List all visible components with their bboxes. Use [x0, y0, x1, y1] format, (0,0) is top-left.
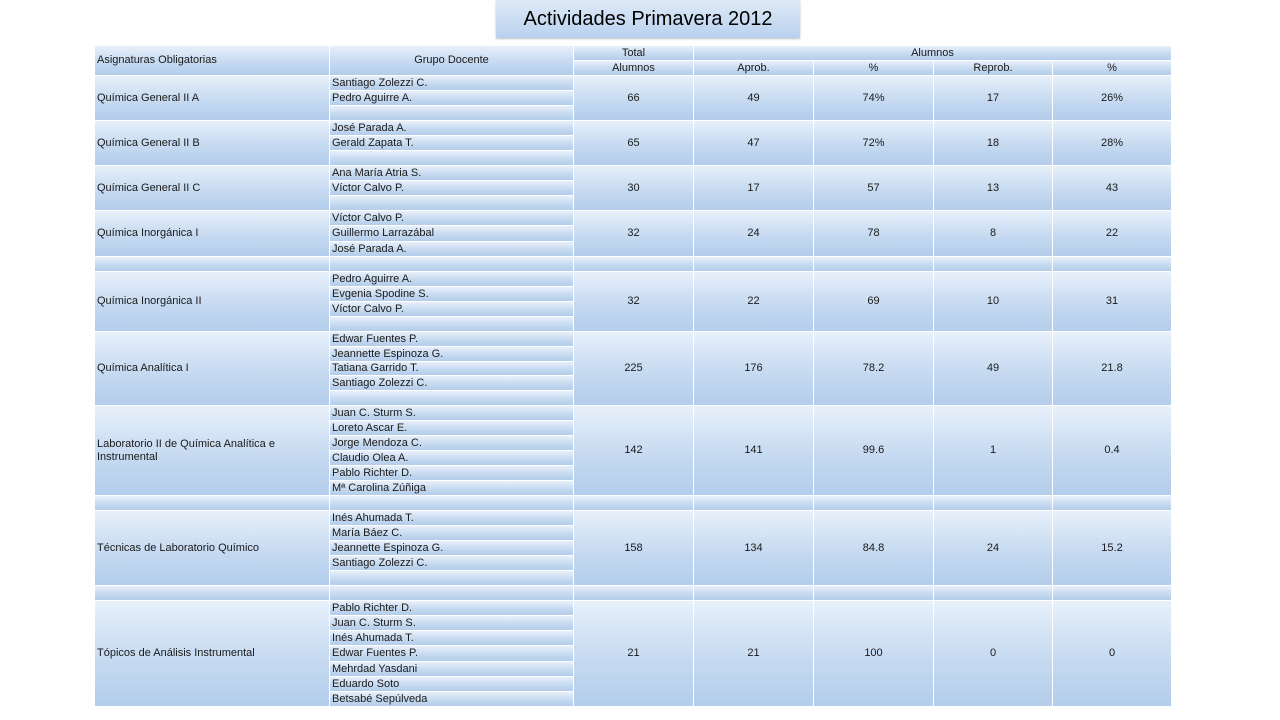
total-alumnos: 21 — [574, 601, 693, 706]
course-name: Laboratorio II de Química Analítica e Instrumental — [95, 406, 329, 495]
teacher-name: Pablo Richter D. — [330, 466, 573, 480]
teacher-name: Edwar Fuentes P. — [330, 646, 573, 661]
teacher-name: Pedro Aguirre A. — [330, 91, 573, 105]
teacher-name: José Parada A. — [330, 121, 573, 135]
spacer-row — [1053, 257, 1171, 271]
total-alumnos: 225 — [574, 332, 693, 405]
teacher-name: Santiago Zolezzi C. — [330, 556, 573, 570]
teacher-name: Inés Ahumada T. — [330, 511, 573, 525]
pct-aprobados: 78.2 — [814, 332, 933, 405]
spacer-row — [574, 496, 693, 510]
reprobados: 17 — [934, 76, 1052, 120]
teacher-name — [330, 317, 573, 331]
header-alumnos: Alumnos — [574, 61, 693, 75]
pct-aprobados: 100 — [814, 601, 933, 706]
spacer-row — [934, 586, 1052, 600]
course-name: Química General II C — [95, 166, 329, 210]
pct-aprobados: 69 — [814, 272, 933, 331]
pct-reprobados: 0.4 — [1053, 406, 1171, 495]
pct-reprobados: 26% — [1053, 76, 1171, 120]
course-name: Tópicos de Análisis Instrumental — [95, 601, 329, 706]
spacer-row — [330, 586, 573, 600]
reprobados: 8 — [934, 211, 1052, 256]
spacer-row — [814, 586, 933, 600]
aprobados: 49 — [694, 76, 813, 120]
pct-aprobados: 78 — [814, 211, 933, 256]
teacher-name: Juan C. Sturm S. — [330, 406, 573, 420]
results-table — [95, 46, 1172, 706]
total-alumnos: 66 — [574, 76, 693, 120]
teacher-name: Loreto Ascar E. — [330, 421, 573, 435]
teacher-name: Tatiana Garrido T. — [330, 362, 573, 375]
header-reprob: Reprob. — [934, 61, 1052, 75]
spacer-row — [330, 257, 573, 271]
spacer-row — [934, 496, 1052, 510]
header-alumnos-group: Alumnos — [694, 46, 1171, 60]
spacer-row — [934, 257, 1052, 271]
teacher-name: Jeannette Espinoza G. — [330, 541, 573, 555]
teacher-name: Víctor Calvo P. — [330, 211, 573, 225]
teacher-name — [330, 151, 573, 165]
total-alumnos: 142 — [574, 406, 693, 495]
spacer-row — [694, 496, 813, 510]
aprobados: 176 — [694, 332, 813, 405]
teacher-name: Guillermo Larrazábal — [330, 226, 573, 241]
slide-title: Actividades Primavera 2012 — [496, 0, 800, 38]
aprobados: 22 — [694, 272, 813, 331]
pct-reprobados: 31 — [1053, 272, 1171, 331]
pct-reprobados: 15.2 — [1053, 511, 1171, 585]
teacher-name: José Parada A. — [330, 242, 573, 256]
teacher-name — [330, 571, 573, 585]
course-name: Química Analítica I — [95, 332, 329, 405]
reprobados: 18 — [934, 121, 1052, 165]
spacer-row — [574, 586, 693, 600]
spacer-row — [95, 586, 329, 600]
reprobados: 49 — [934, 332, 1052, 405]
header-asignaturas: Asignaturas Obligatorias — [95, 46, 329, 75]
teacher-name: Juan C. Sturm S. — [330, 616, 573, 630]
spacer-row — [814, 257, 933, 271]
course-name: Química General II A — [95, 76, 329, 120]
teacher-name — [330, 106, 573, 120]
teacher-name: Jeannette Espinoza G. — [330, 347, 573, 361]
teacher-name — [330, 391, 573, 405]
spacer-row — [694, 257, 813, 271]
course-name: Química Inorgánica II — [95, 272, 329, 331]
pct-aprobados: 57 — [814, 166, 933, 210]
spacer-row — [814, 496, 933, 510]
aprobados: 134 — [694, 511, 813, 585]
course-name: Química Inorgánica I — [95, 211, 329, 256]
reprobados: 10 — [934, 272, 1052, 331]
teacher-name: Inés Ahumada T. — [330, 631, 573, 645]
teacher-name: Gerald Zapata T. — [330, 136, 573, 150]
teacher-name: Santiago Zolezzi C. — [330, 376, 573, 390]
teacher-name: Claudio Olea A. — [330, 451, 573, 465]
teacher-name: Mehrdad Yasdani — [330, 662, 573, 676]
teacher-name — [330, 196, 573, 210]
pct-reprobados: 28% — [1053, 121, 1171, 165]
pct-aprobados: 72% — [814, 121, 933, 165]
total-alumnos: 30 — [574, 166, 693, 210]
pct-reprobados: 0 — [1053, 601, 1171, 706]
header-total: Total — [574, 46, 693, 60]
spacer-row — [1053, 586, 1171, 600]
aprobados: 24 — [694, 211, 813, 256]
spacer-row — [574, 257, 693, 271]
teacher-name: Mª Carolina Zúñiga — [330, 481, 573, 495]
header-pct-aprob: % — [814, 61, 933, 75]
pct-aprobados: 74% — [814, 76, 933, 120]
pct-aprobados: 99.6 — [814, 406, 933, 495]
reprobados: 13 — [934, 166, 1052, 210]
aprobados: 17 — [694, 166, 813, 210]
reprobados: 24 — [934, 511, 1052, 585]
teacher-name: Eduardo Soto — [330, 677, 573, 691]
teacher-name: Víctor Calvo P. — [330, 302, 573, 316]
spacer-row — [694, 586, 813, 600]
header-aprob: Aprob. — [694, 61, 813, 75]
aprobados: 141 — [694, 406, 813, 495]
teacher-name: Pablo Richter D. — [330, 601, 573, 615]
spacer-row — [95, 257, 329, 271]
spacer-row — [95, 496, 329, 510]
aprobados: 21 — [694, 601, 813, 706]
aprobados: 47 — [694, 121, 813, 165]
spacer-row — [1053, 496, 1171, 510]
pct-reprobados: 43 — [1053, 166, 1171, 210]
pct-reprobados: 21.8 — [1053, 332, 1171, 405]
teacher-name: María Báez C. — [330, 526, 573, 540]
teacher-name: Betsabé Sepúlveda — [330, 692, 573, 706]
total-alumnos: 32 — [574, 211, 693, 256]
header-grupo-docente: Grupo Docente — [330, 46, 573, 75]
header-pct-reprob: % — [1053, 61, 1171, 75]
teacher-name: Evgenia Spodine S. — [330, 287, 573, 301]
teacher-name: Pedro Aguirre A. — [330, 272, 573, 286]
teacher-name: Víctor Calvo P. — [330, 181, 573, 195]
course-name: Química General II B — [95, 121, 329, 165]
total-alumnos: 65 — [574, 121, 693, 165]
total-alumnos: 32 — [574, 272, 693, 331]
teacher-name: Jorge Mendoza C. — [330, 436, 573, 450]
total-alumnos: 158 — [574, 511, 693, 585]
spacer-row — [330, 496, 573, 510]
pct-reprobados: 22 — [1053, 211, 1171, 256]
reprobados: 1 — [934, 406, 1052, 495]
reprobados: 0 — [934, 601, 1052, 706]
teacher-name: Edwar Fuentes P. — [330, 332, 573, 346]
pct-aprobados: 84.8 — [814, 511, 933, 585]
teacher-name: Santiago Zolezzi C. — [330, 76, 573, 90]
course-name: Técnicas de Laboratorio Químico — [95, 511, 329, 585]
teacher-name: Ana María Atria S. — [330, 166, 573, 180]
